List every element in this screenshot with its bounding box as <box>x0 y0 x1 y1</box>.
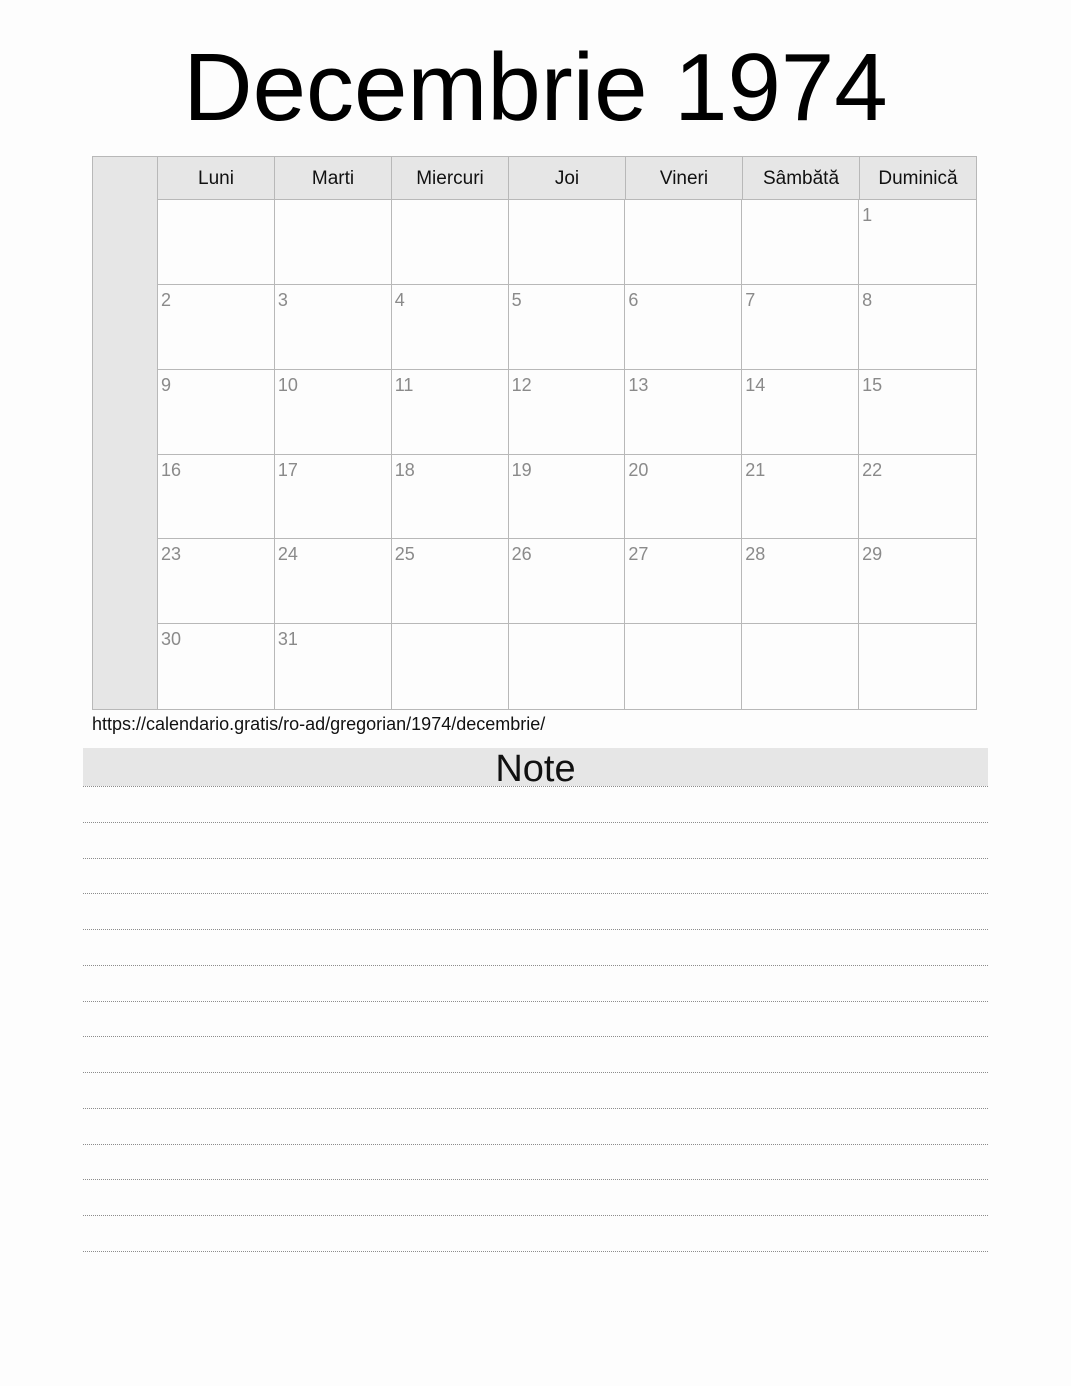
day-number: 15 <box>862 374 883 395</box>
note-line[interactable] <box>83 858 988 894</box>
notes-lines <box>83 786 988 1252</box>
day-number: 6 <box>628 289 639 310</box>
day-cell <box>625 370 742 455</box>
day-number: 22 <box>862 459 883 480</box>
note-line[interactable] <box>83 965 988 1001</box>
weekday-sunday: Duminică <box>878 168 958 189</box>
day-cell <box>392 455 509 540</box>
day-cell <box>392 370 509 455</box>
weekday-friday: Vineri <box>626 157 743 199</box>
day-cell <box>158 370 275 455</box>
weekday-saturday: Sâmbătă <box>743 157 860 199</box>
day-number: 25 <box>394 544 415 565</box>
day-number: 4 <box>394 289 405 310</box>
week-number-column <box>93 157 158 709</box>
day-number: 3 <box>277 289 288 310</box>
day-grid <box>158 200 976 709</box>
day-number: 2 <box>161 289 172 310</box>
day-number: 21 <box>745 459 766 480</box>
day-cell <box>158 455 275 540</box>
day-cell <box>859 370 976 455</box>
day-cell <box>859 455 976 540</box>
day-number: 27 <box>628 544 649 565</box>
day-cell <box>625 455 742 540</box>
day-cell <box>158 285 275 370</box>
day-cell <box>275 370 392 455</box>
day-cell <box>742 285 859 370</box>
day-cell <box>859 624 976 709</box>
day-cell <box>275 455 392 540</box>
note-line[interactable] <box>83 929 988 965</box>
day-cell <box>275 539 392 624</box>
day-number: 1 <box>862 205 873 225</box>
day-cell <box>742 455 859 540</box>
day-cell <box>742 539 859 624</box>
day-cell <box>509 539 626 624</box>
day-cell <box>509 285 626 370</box>
day-cell <box>158 624 275 709</box>
day-cell <box>625 285 742 370</box>
note-line[interactable] <box>83 822 988 858</box>
day-number: 24 <box>277 544 298 565</box>
day-cell <box>742 200 859 285</box>
weekday-monday: Luni <box>158 157 275 199</box>
day-cell <box>859 285 976 370</box>
day-cell <box>275 285 392 370</box>
day-cell <box>392 285 509 370</box>
day-number: 13 <box>628 374 649 395</box>
day-cell <box>275 624 392 709</box>
day-number: 17 <box>277 459 298 480</box>
day-number: 29 <box>862 544 883 565</box>
day-number: 23 <box>161 544 182 565</box>
calendar-grid <box>92 156 977 710</box>
day-number: 11 <box>394 374 414 395</box>
day-number: 19 <box>511 459 532 480</box>
day-cell <box>392 539 509 624</box>
weekday-wednesday: Miercuri <box>392 157 509 199</box>
day-cell <box>392 200 509 285</box>
day-number: 16 <box>161 459 182 480</box>
notes-title: Note <box>83 748 988 786</box>
day-cell <box>509 624 626 709</box>
note-line[interactable] <box>83 1072 988 1108</box>
notes-section <box>83 748 988 1252</box>
day-number: 20 <box>628 459 649 480</box>
day-cell <box>509 370 626 455</box>
day-cell <box>625 200 742 285</box>
day-number: 26 <box>511 544 532 565</box>
day-number: 10 <box>277 374 298 395</box>
day-cell <box>742 624 859 709</box>
day-number: 5 <box>511 289 522 310</box>
day-number: 12 <box>511 374 532 395</box>
day-cell <box>625 624 742 709</box>
note-line[interactable] <box>83 1108 988 1144</box>
day-number: 14 <box>745 374 766 395</box>
note-line[interactable] <box>83 1036 988 1072</box>
day-cell <box>859 200 976 285</box>
day-number: 28 <box>745 544 766 565</box>
day-cell <box>158 200 275 285</box>
day-cell <box>392 624 509 709</box>
day-cell <box>275 200 392 285</box>
note-line[interactable] <box>83 1001 988 1037</box>
day-cell <box>509 200 626 285</box>
note-line[interactable] <box>83 1179 988 1215</box>
day-cell <box>625 539 742 624</box>
calendar-title: Decembrie 1974 <box>183 34 888 141</box>
note-line[interactable] <box>83 1251 988 1252</box>
note-line[interactable] <box>83 1215 988 1251</box>
day-number: 31 <box>277 629 298 650</box>
day-number: 18 <box>394 459 415 480</box>
weekday-thursday: Joi <box>509 157 626 199</box>
note-line[interactable] <box>83 786 988 822</box>
note-line[interactable] <box>83 1144 988 1180</box>
day-cell <box>158 539 275 624</box>
day-number: 7 <box>745 289 756 310</box>
day-cell <box>742 370 859 455</box>
day-number: 8 <box>862 289 873 310</box>
weekday-header-row <box>158 157 976 200</box>
day-cell <box>509 455 626 540</box>
day-cell <box>859 539 976 624</box>
weekday-tuesday: Marti <box>275 157 392 199</box>
note-line[interactable] <box>83 893 988 929</box>
source-url[interactable]: https://calendario.gratis/ro-ad/gregorian/1974/decembrie/ <box>92 714 546 734</box>
day-number: 30 <box>161 629 182 650</box>
day-number: 9 <box>161 374 172 395</box>
